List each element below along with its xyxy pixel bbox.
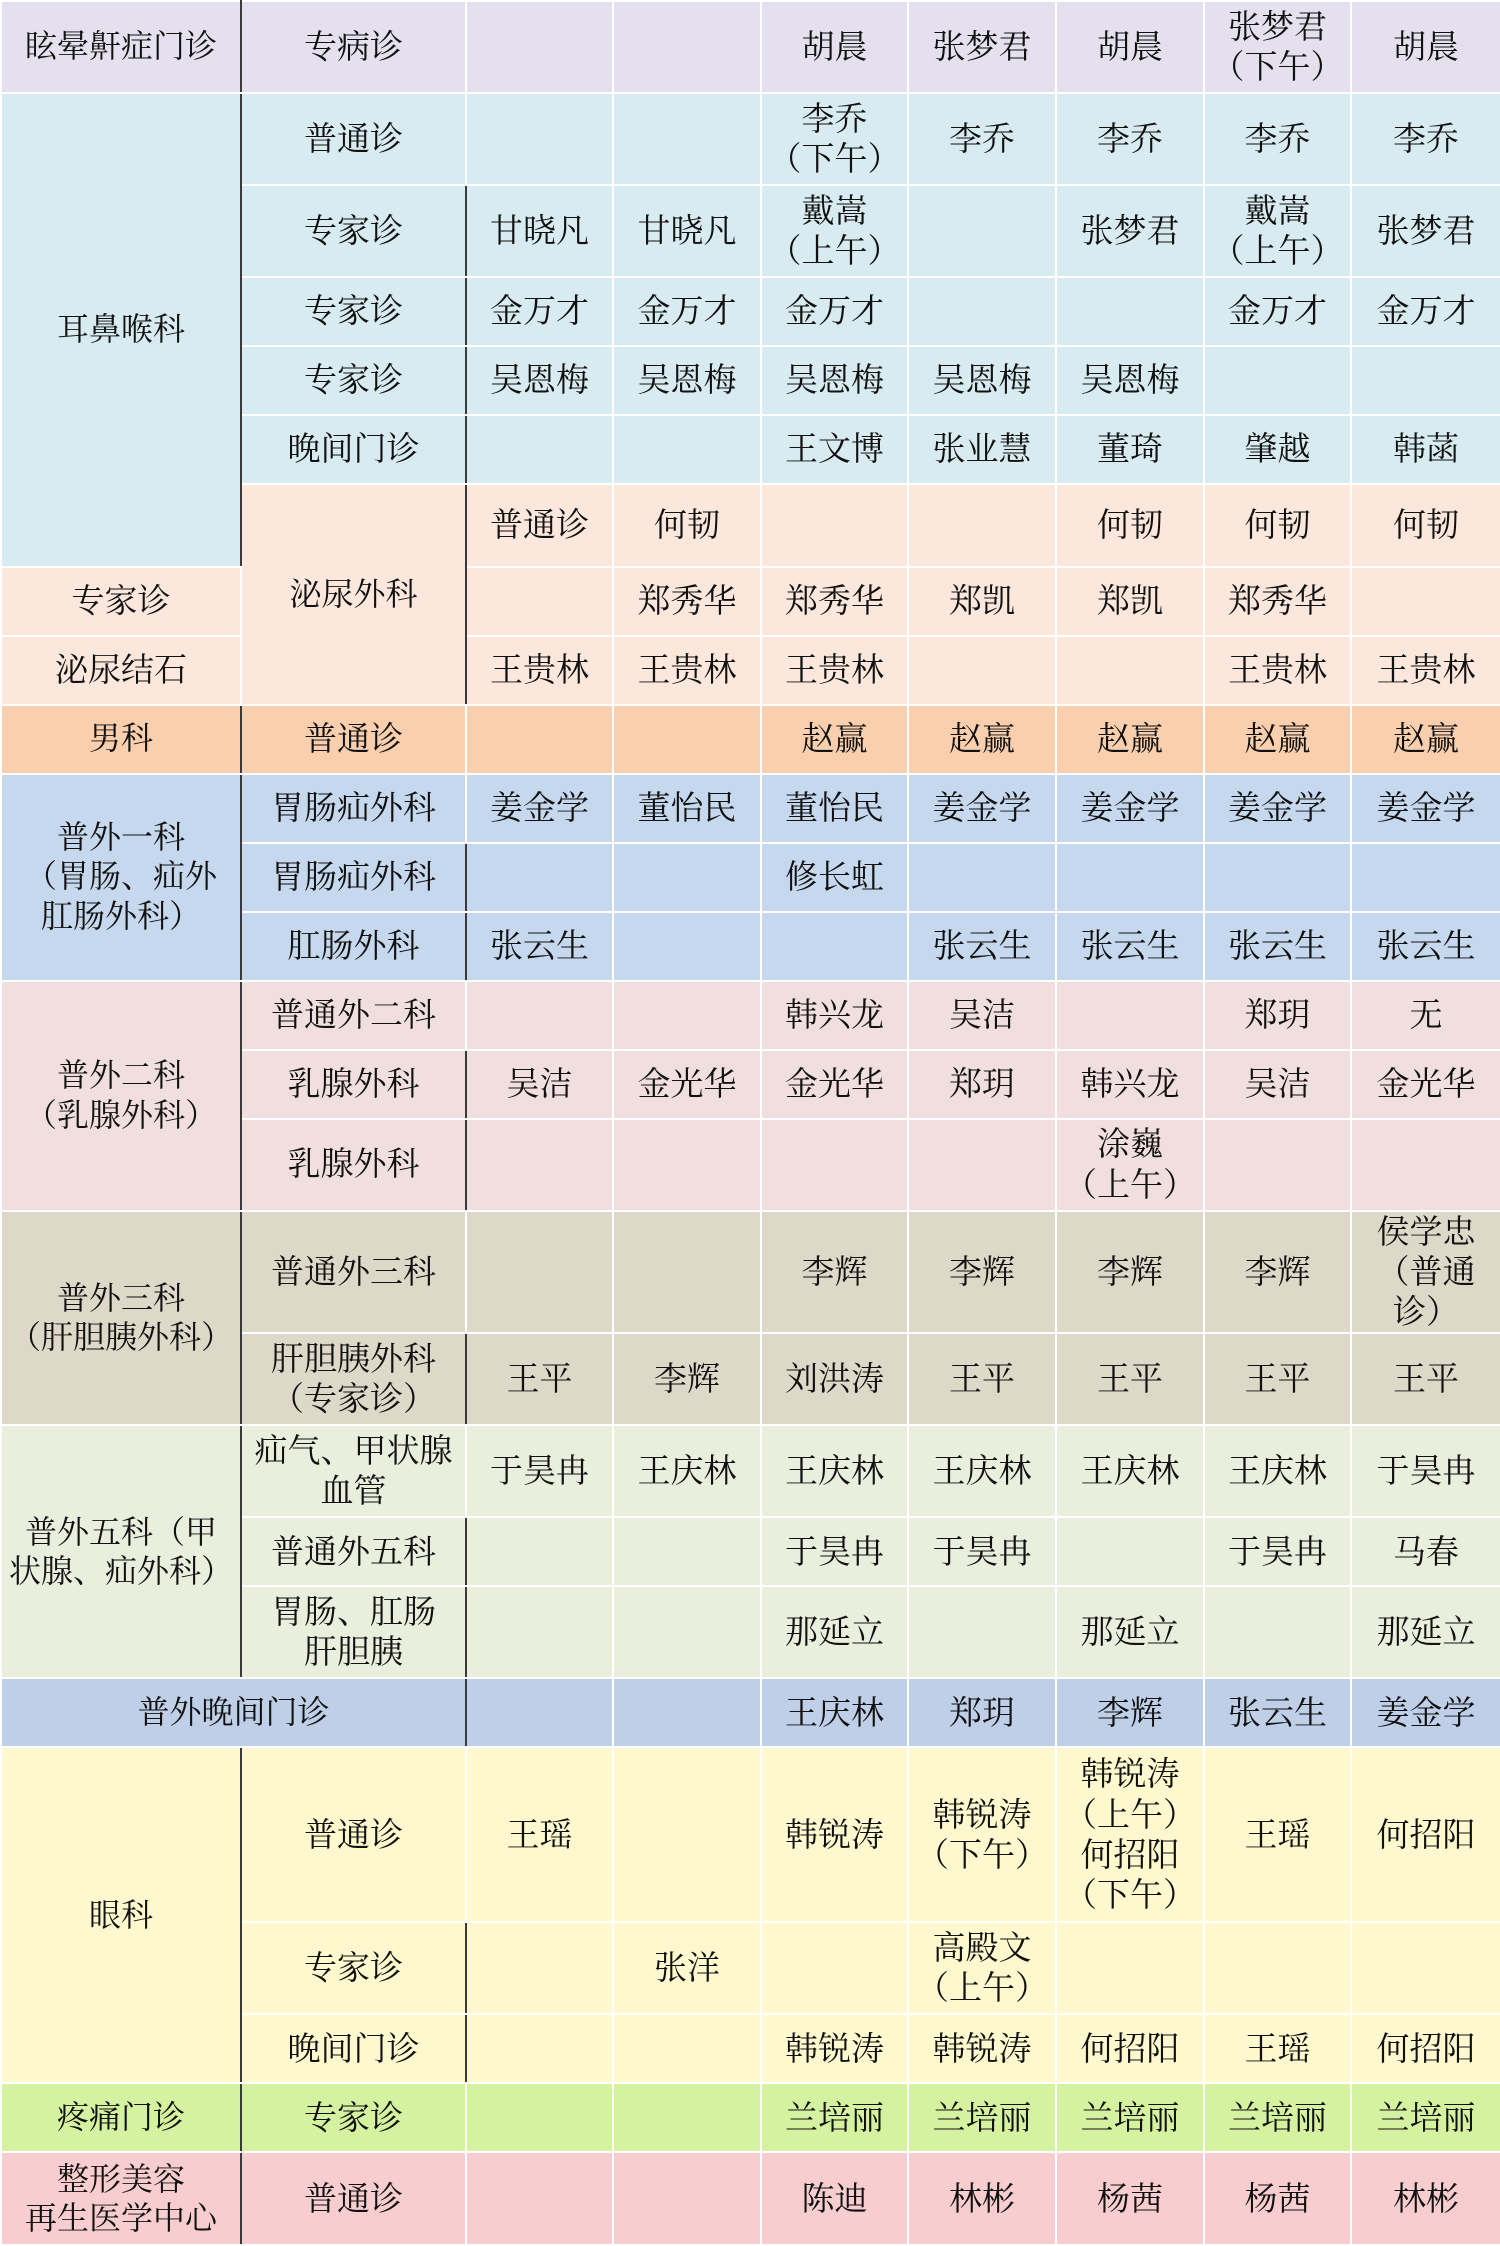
- doctor-cell: 郑玥: [908, 1678, 1056, 1747]
- doctor-cell: 王庆林: [761, 1425, 908, 1517]
- doctor-cell: 郑凯: [908, 567, 1056, 636]
- doctor-cell: 王庆林: [761, 1678, 908, 1747]
- doctor-cell: [466, 1, 613, 93]
- doctor-cell: 郑玥: [908, 1050, 1056, 1119]
- doctor-cell: 郑玥: [1204, 981, 1351, 1050]
- doctor-cell: 肇越: [1204, 415, 1351, 484]
- clinic-type-cell: 胃肠、肛肠 肝胆胰: [241, 1586, 466, 1678]
- doctor-cell: 金万才: [466, 277, 613, 346]
- doctor-cell: 于昊冉: [908, 1517, 1056, 1586]
- doctor-cell: [1204, 1119, 1351, 1211]
- doctor-cell: [761, 912, 908, 981]
- department-cell: 疼痛门诊: [1, 2083, 241, 2152]
- doctor-cell: 金万才: [1351, 277, 1500, 346]
- clinic-type-cell: 晚间门诊: [241, 2014, 466, 2083]
- department-cell: 普外三科 （肝胆胰外科）: [1, 1211, 241, 1426]
- doctor-cell: [1351, 567, 1500, 636]
- clinic-type-cell: 胃肠疝外科: [241, 774, 466, 843]
- clinic-type-cell: 乳腺外科: [241, 1119, 466, 1211]
- doctor-cell: 金光华: [613, 1050, 761, 1119]
- doctor-cell: [613, 1119, 761, 1211]
- doctor-cell: 姜金学: [908, 774, 1056, 843]
- doctor-cell: 韩锐涛 （下午）: [908, 1747, 1056, 1922]
- doctor-cell: 林彬: [908, 2152, 1056, 2245]
- doctor-cell: 王贵林: [1351, 636, 1500, 705]
- doctor-cell: 郑秀华: [761, 567, 908, 636]
- doctor-cell: 张云生: [908, 912, 1056, 981]
- doctor-cell: 何韧: [1351, 484, 1500, 567]
- clinic-type-cell: 专家诊: [241, 2083, 466, 2152]
- doctor-cell: [1056, 277, 1204, 346]
- doctor-cell: 李辉: [761, 1211, 908, 1334]
- clinic-type-cell: 专家诊: [241, 277, 466, 346]
- clinic-type-cell: 泌尿结石: [1, 636, 241, 705]
- doctor-cell: 杨茜: [1204, 2152, 1351, 2245]
- department-cell: 普外二科 （乳腺外科）: [1, 981, 241, 1211]
- doctor-cell: [613, 1747, 761, 1922]
- doctor-cell: 何韧: [613, 484, 761, 567]
- clinic-type-cell: 胃肠疝外科: [241, 843, 466, 912]
- clinic-type-cell: 专家诊: [241, 185, 466, 277]
- doctor-cell: 何招阳: [1351, 1747, 1500, 1922]
- doctor-cell: [761, 1922, 908, 2014]
- doctor-cell: 王平: [1351, 1333, 1500, 1425]
- doctor-cell: [613, 2152, 761, 2245]
- doctor-cell: [761, 484, 908, 567]
- doctor-cell: 李乔: [908, 93, 1056, 185]
- doctor-cell: 赵赢: [1351, 705, 1500, 774]
- doctor-cell: 姜金学: [1351, 1678, 1500, 1747]
- department-cell: 普外一科 （胃肠、疝外 肛肠外科）: [1, 774, 241, 981]
- doctor-cell: 李辉: [613, 1333, 761, 1425]
- doctor-cell: 何招阳: [1056, 2014, 1204, 2083]
- doctor-cell: [466, 1211, 613, 1334]
- doctor-cell: [1351, 1119, 1500, 1211]
- doctor-cell: [466, 1119, 613, 1211]
- doctor-cell: [1351, 1922, 1500, 2014]
- doctor-cell: 何招阳: [1351, 2014, 1500, 2083]
- doctor-cell: 姜金学: [1204, 774, 1351, 843]
- doctor-cell: [908, 185, 1056, 277]
- doctor-cell: 戴嵩 （上午）: [1204, 185, 1351, 277]
- doctor-cell: [466, 567, 613, 636]
- doctor-cell: [466, 1517, 613, 1586]
- doctor-cell: 王平: [1056, 1333, 1204, 1425]
- doctor-cell: [466, 1678, 613, 1747]
- doctor-cell: 兰培丽: [908, 2083, 1056, 2152]
- doctor-cell: 李辉: [1056, 1211, 1204, 1334]
- doctor-cell: [1056, 1922, 1204, 2014]
- doctor-cell: [1351, 346, 1500, 415]
- doctor-cell: 金万才: [613, 277, 761, 346]
- clinic-type-cell: 普通外二科: [241, 981, 466, 1050]
- schedule-row: [1, 1, 1500, 93]
- doctor-cell: 金光华: [761, 1050, 908, 1119]
- doctor-cell: [908, 1586, 1056, 1678]
- doctor-cell: 李乔 （下午）: [761, 93, 908, 185]
- doctor-cell: 金万才: [761, 277, 908, 346]
- doctor-cell: 高殿文 （上午）: [908, 1922, 1056, 2014]
- doctor-cell: 吴恩梅: [1056, 346, 1204, 415]
- schedule-row: [1, 981, 1500, 1050]
- schedule-row: [1, 1425, 1500, 1517]
- doctor-cell: 马春: [1351, 1517, 1500, 1586]
- doctor-cell: 王平: [1204, 1333, 1351, 1425]
- doctor-cell: 张云生: [1204, 912, 1351, 981]
- department-cell: 男科: [1, 705, 241, 774]
- doctor-cell: [613, 2083, 761, 2152]
- doctor-cell: 李乔: [1204, 93, 1351, 185]
- doctor-cell: 姜金学: [1056, 774, 1204, 843]
- doctor-cell: 韩锐涛: [761, 1747, 908, 1922]
- doctor-cell: [613, 1211, 761, 1334]
- doctor-cell: 何韧: [1204, 484, 1351, 567]
- doctor-cell: 王平: [908, 1333, 1056, 1425]
- doctor-cell: 金万才: [1204, 277, 1351, 346]
- doctor-cell: 郑凯: [1056, 567, 1204, 636]
- doctor-cell: [613, 705, 761, 774]
- doctor-cell: 林彬: [1351, 2152, 1500, 2245]
- doctor-cell: 胡晨: [1351, 1, 1500, 93]
- doctor-cell: [1204, 843, 1351, 912]
- doctor-cell: [613, 93, 761, 185]
- doctor-cell: 那延立: [1056, 1586, 1204, 1678]
- doctor-cell: 吴洁: [908, 981, 1056, 1050]
- doctor-cell: 无: [1351, 981, 1500, 1050]
- doctor-cell: 张云生: [466, 912, 613, 981]
- doctor-cell: [466, 2083, 613, 2152]
- doctor-cell: [1204, 1586, 1351, 1678]
- clinic-type-cell: 普通诊: [241, 1747, 466, 1922]
- doctor-cell: 张梦君 （下午）: [1204, 1, 1351, 93]
- doctor-cell: 王贵林: [466, 636, 613, 705]
- doctor-cell: [613, 1, 761, 93]
- clinic-type-cell: 普通诊: [241, 2152, 466, 2245]
- doctor-cell: [908, 636, 1056, 705]
- doctor-cell: 兰培丽: [1351, 2083, 1500, 2152]
- doctor-cell: [613, 1678, 761, 1747]
- department-cell: 普外晚间门诊: [1, 1678, 466, 1747]
- doctor-cell: 吴恩梅: [466, 346, 613, 415]
- clinic-type-cell: 专家诊: [1, 567, 241, 636]
- clinic-type-cell: 专家诊: [241, 346, 466, 415]
- doctor-cell: [466, 843, 613, 912]
- doctor-cell: 王庆林: [1056, 1425, 1204, 1517]
- doctor-cell: 张云生: [1056, 912, 1204, 981]
- department-cell: 泌尿外科: [241, 484, 466, 705]
- clinic-type-cell: 晚间门诊: [241, 415, 466, 484]
- doctor-cell: 张梦君: [908, 1, 1056, 93]
- doctor-cell: 韩锐涛: [761, 2014, 908, 2083]
- doctor-cell: 郑秀华: [613, 567, 761, 636]
- clinic-type-cell: 普通外三科: [241, 1211, 466, 1334]
- doctor-cell: 王文博: [761, 415, 908, 484]
- doctor-cell: 韩锐涛: [908, 2014, 1056, 2083]
- doctor-cell: 吴洁: [466, 1050, 613, 1119]
- schedule-row: [1, 774, 1500, 843]
- doctor-cell: [466, 705, 613, 774]
- department-cell: 耳鼻喉科: [1, 93, 241, 567]
- doctor-cell: 郑秀华: [1204, 567, 1351, 636]
- doctor-cell: 王瑶: [466, 1747, 613, 1922]
- doctor-cell: 涂巍 （上午）: [1056, 1119, 1204, 1211]
- schedule-row: [1, 1747, 1500, 1922]
- doctor-cell: [613, 1586, 761, 1678]
- schedule-row: [1, 2152, 1500, 2245]
- clinic-type-cell: 普通诊: [241, 93, 466, 185]
- doctor-cell: [908, 843, 1056, 912]
- doctor-cell: 李辉: [1204, 1211, 1351, 1334]
- doctor-cell: 姜金学: [466, 774, 613, 843]
- doctor-cell: 赵赢: [1204, 705, 1351, 774]
- schedule-row: [1, 1211, 1500, 1334]
- doctor-cell: 吴恩梅: [761, 346, 908, 415]
- doctor-cell: [1204, 346, 1351, 415]
- schedule-row: [1, 2083, 1500, 2152]
- doctor-cell: 董怡民: [761, 774, 908, 843]
- clinic-type-cell: 专家诊: [241, 1922, 466, 2014]
- doctor-cell: 王庆林: [908, 1425, 1056, 1517]
- doctor-cell: 李乔: [1056, 93, 1204, 185]
- doctor-cell: [1204, 1922, 1351, 2014]
- doctor-cell: 董琦: [1056, 415, 1204, 484]
- schedule-row: [1, 705, 1500, 774]
- doctor-cell: 杨茜: [1056, 2152, 1204, 2245]
- department-cell: 整形美容 再生医学中心: [1, 2152, 241, 2245]
- department-cell: 眩晕鼾症门诊: [1, 1, 241, 93]
- doctor-cell: [1351, 843, 1500, 912]
- doctor-cell: 胡晨: [761, 1, 908, 93]
- doctor-cell: 王贵林: [1204, 636, 1351, 705]
- doctor-cell: 于昊冉: [466, 1425, 613, 1517]
- doctor-cell: 吴恩梅: [613, 346, 761, 415]
- schedule-row: [1, 636, 1500, 705]
- clinic-type-cell: 普通诊: [241, 705, 466, 774]
- doctor-cell: 于昊冉: [1351, 1425, 1500, 1517]
- doctor-cell: 兰培丽: [1056, 2083, 1204, 2152]
- department-cell: 眼科: [1, 1747, 241, 2083]
- doctor-cell: 赵赢: [761, 705, 908, 774]
- doctor-cell: 吴恩梅: [908, 346, 1056, 415]
- doctor-cell: 侯学忠 （普通诊）: [1351, 1211, 1500, 1334]
- doctor-cell: 兰培丽: [761, 2083, 908, 2152]
- doctor-cell: 李乔: [1351, 93, 1500, 185]
- doctor-cell: 赵赢: [1056, 705, 1204, 774]
- clinic-type-cell: 普通诊: [466, 484, 613, 567]
- doctor-cell: 李辉: [1056, 1678, 1204, 1747]
- doctor-cell: 王瑶: [1204, 2014, 1351, 2083]
- schedule-row: [1, 567, 1500, 636]
- doctor-cell: [908, 277, 1056, 346]
- doctor-cell: 张云生: [1351, 912, 1500, 981]
- doctor-cell: 张洋: [613, 1922, 761, 2014]
- doctor-cell: 韩菡: [1351, 415, 1500, 484]
- doctor-cell: 王平: [466, 1333, 613, 1425]
- schedule-row: [1, 93, 1500, 185]
- doctor-cell: 王贵林: [761, 636, 908, 705]
- doctor-cell: 戴嵩 （上午）: [761, 185, 908, 277]
- doctor-cell: 韩兴龙: [761, 981, 908, 1050]
- doctor-cell: 王瑶: [1204, 1747, 1351, 1922]
- doctor-cell: [466, 1922, 613, 2014]
- clinic-type-cell: 肝胆胰外科 （专家诊）: [241, 1333, 466, 1425]
- doctor-cell: 韩锐涛 （上午） 何招阳 （下午）: [1056, 1747, 1204, 1922]
- doctor-cell: 张梦君: [1351, 185, 1500, 277]
- clinic-type-cell: 专病诊: [241, 1, 466, 93]
- doctor-cell: 甘晓凡: [613, 185, 761, 277]
- doctor-cell: 吴洁: [1204, 1050, 1351, 1119]
- clinic-type-cell: 乳腺外科: [241, 1050, 466, 1119]
- doctor-cell: 那延立: [1351, 1586, 1500, 1678]
- doctor-cell: [613, 912, 761, 981]
- doctor-cell: 陈迪: [761, 2152, 908, 2245]
- doctor-cell: [466, 981, 613, 1050]
- doctor-cell: [613, 2014, 761, 2083]
- doctor-cell: 张业慧: [908, 415, 1056, 484]
- doctor-cell: 姜金学: [1351, 774, 1500, 843]
- doctor-cell: 兰培丽: [1204, 2083, 1351, 2152]
- doctor-cell: 胡晨: [1056, 1, 1204, 93]
- clinic-type-cell: 普通外五科: [241, 1517, 466, 1586]
- doctor-cell: [1056, 843, 1204, 912]
- doctor-cell: [466, 2014, 613, 2083]
- doctor-cell: 王庆林: [1204, 1425, 1351, 1517]
- doctor-cell: [466, 93, 613, 185]
- doctor-cell: 张梦君: [1056, 185, 1204, 277]
- doctor-cell: [613, 981, 761, 1050]
- doctor-cell: 修长虹: [761, 843, 908, 912]
- doctor-cell: 赵赢: [908, 705, 1056, 774]
- department-cell: 普外五科（甲 状腺、疝外科）: [1, 1425, 241, 1678]
- doctor-cell: [1056, 1517, 1204, 1586]
- doctor-cell: 王庆林: [613, 1425, 761, 1517]
- doctor-cell: [466, 2152, 613, 2245]
- doctor-cell: 韩兴龙: [1056, 1050, 1204, 1119]
- doctor-cell: [908, 484, 1056, 567]
- doctor-cell: [613, 843, 761, 912]
- doctor-cell: 何韧: [1056, 484, 1204, 567]
- doctor-cell: 于昊冉: [1204, 1517, 1351, 1586]
- doctor-cell: [613, 1517, 761, 1586]
- doctor-cell: [1056, 981, 1204, 1050]
- doctor-cell: 甘晓凡: [466, 185, 613, 277]
- doctor-cell: [466, 415, 613, 484]
- doctor-cell: 刘洪涛: [761, 1333, 908, 1425]
- doctor-cell: 李辉: [908, 1211, 1056, 1334]
- doctor-cell: 于昊冉: [761, 1517, 908, 1586]
- doctor-cell: [613, 415, 761, 484]
- doctor-cell: [1056, 636, 1204, 705]
- doctor-cell: 董怡民: [613, 774, 761, 843]
- clinic-type-cell: 疝气、甲状腺 血管: [241, 1425, 466, 1517]
- doctor-cell: 金光华: [1351, 1050, 1500, 1119]
- doctor-cell: [761, 1119, 908, 1211]
- doctor-cell: 那延立: [761, 1586, 908, 1678]
- doctor-cell: 张云生: [1204, 1678, 1351, 1747]
- clinic-type-cell: 肛肠外科: [241, 912, 466, 981]
- doctor-cell: 王贵林: [613, 636, 761, 705]
- doctor-cell: [908, 1119, 1056, 1211]
- schedule-row: [1, 1678, 1500, 1747]
- doctor-cell: [466, 1586, 613, 1678]
